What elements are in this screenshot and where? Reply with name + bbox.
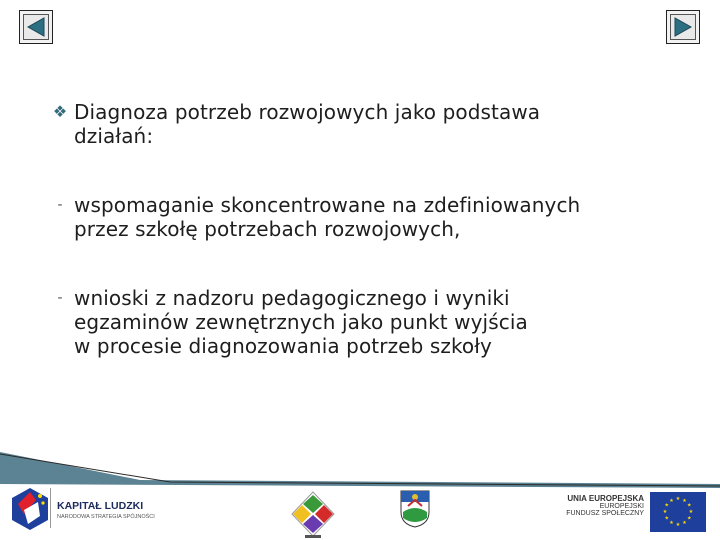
kapital-ludzki-title: KAPITAŁ LUDZKI xyxy=(57,500,144,512)
svg-text:★: ★ xyxy=(669,497,674,504)
list-item-line: przez szkołę potrzebach rozwojowych, xyxy=(74,217,461,241)
diamond-bullet-icon: ❖ xyxy=(52,102,68,121)
heading-line-1: Diagnoza potrzeb rozwojowych jako podstawa xyxy=(74,100,541,124)
svg-text:★: ★ xyxy=(688,509,694,515)
svg-text:★: ★ xyxy=(664,515,670,522)
next-slide-button[interactable] xyxy=(666,10,700,44)
triangle-right-icon xyxy=(673,16,693,38)
dash-marker: - xyxy=(57,290,63,306)
kapital-ludzki-subtitle: NARODOWA STRATEGIA SPÓJNOŚCI xyxy=(57,514,155,520)
diamond-logo xyxy=(290,490,336,540)
triangle-left-icon xyxy=(26,16,46,38)
coat-of-arms-icon xyxy=(400,490,430,528)
svg-text:★: ★ xyxy=(664,502,670,509)
heading-text xyxy=(74,100,540,148)
list-item-text xyxy=(74,193,580,241)
footer-logos xyxy=(0,484,720,540)
list-item-line: wnioski z nadzoru pedagogicznego i wyniki xyxy=(74,286,510,310)
svg-text:★: ★ xyxy=(669,520,674,527)
list-item-line: egzaminów zewnętrznych jako punkt wyjścia xyxy=(74,310,528,334)
list-item-line: w procesie diagnozowania potrzeb szkoły xyxy=(74,334,492,358)
svg-text:★: ★ xyxy=(675,496,681,502)
svg-text:★: ★ xyxy=(686,502,692,509)
eu-text-block xyxy=(560,494,644,534)
list-item-text xyxy=(74,286,528,358)
kapital-ludzki-logo xyxy=(10,484,170,536)
previous-slide-button[interactable] xyxy=(19,10,53,44)
dash-marker: - xyxy=(57,197,63,213)
svg-text:★: ★ xyxy=(686,515,692,522)
svg-text:★: ★ xyxy=(662,509,668,515)
svg-text:★: ★ xyxy=(682,520,687,527)
eu-flag-icon xyxy=(650,492,706,532)
eu-line-2: EUROPEJSKI xyxy=(599,503,644,510)
kapital-ludzki-emblem-icon xyxy=(10,486,50,532)
svg-text:★: ★ xyxy=(682,497,687,504)
heading-line-2: działań: xyxy=(74,124,154,148)
eu-line-1: UNIA EUROPEJSKA xyxy=(567,494,644,503)
svg-text:★: ★ xyxy=(675,522,681,528)
list-item-line: wspomaganie skoncentrowane na zdefiniowanych xyxy=(74,193,581,217)
eu-line-3: FUNDUSZ SPOŁECZNY xyxy=(566,510,644,517)
